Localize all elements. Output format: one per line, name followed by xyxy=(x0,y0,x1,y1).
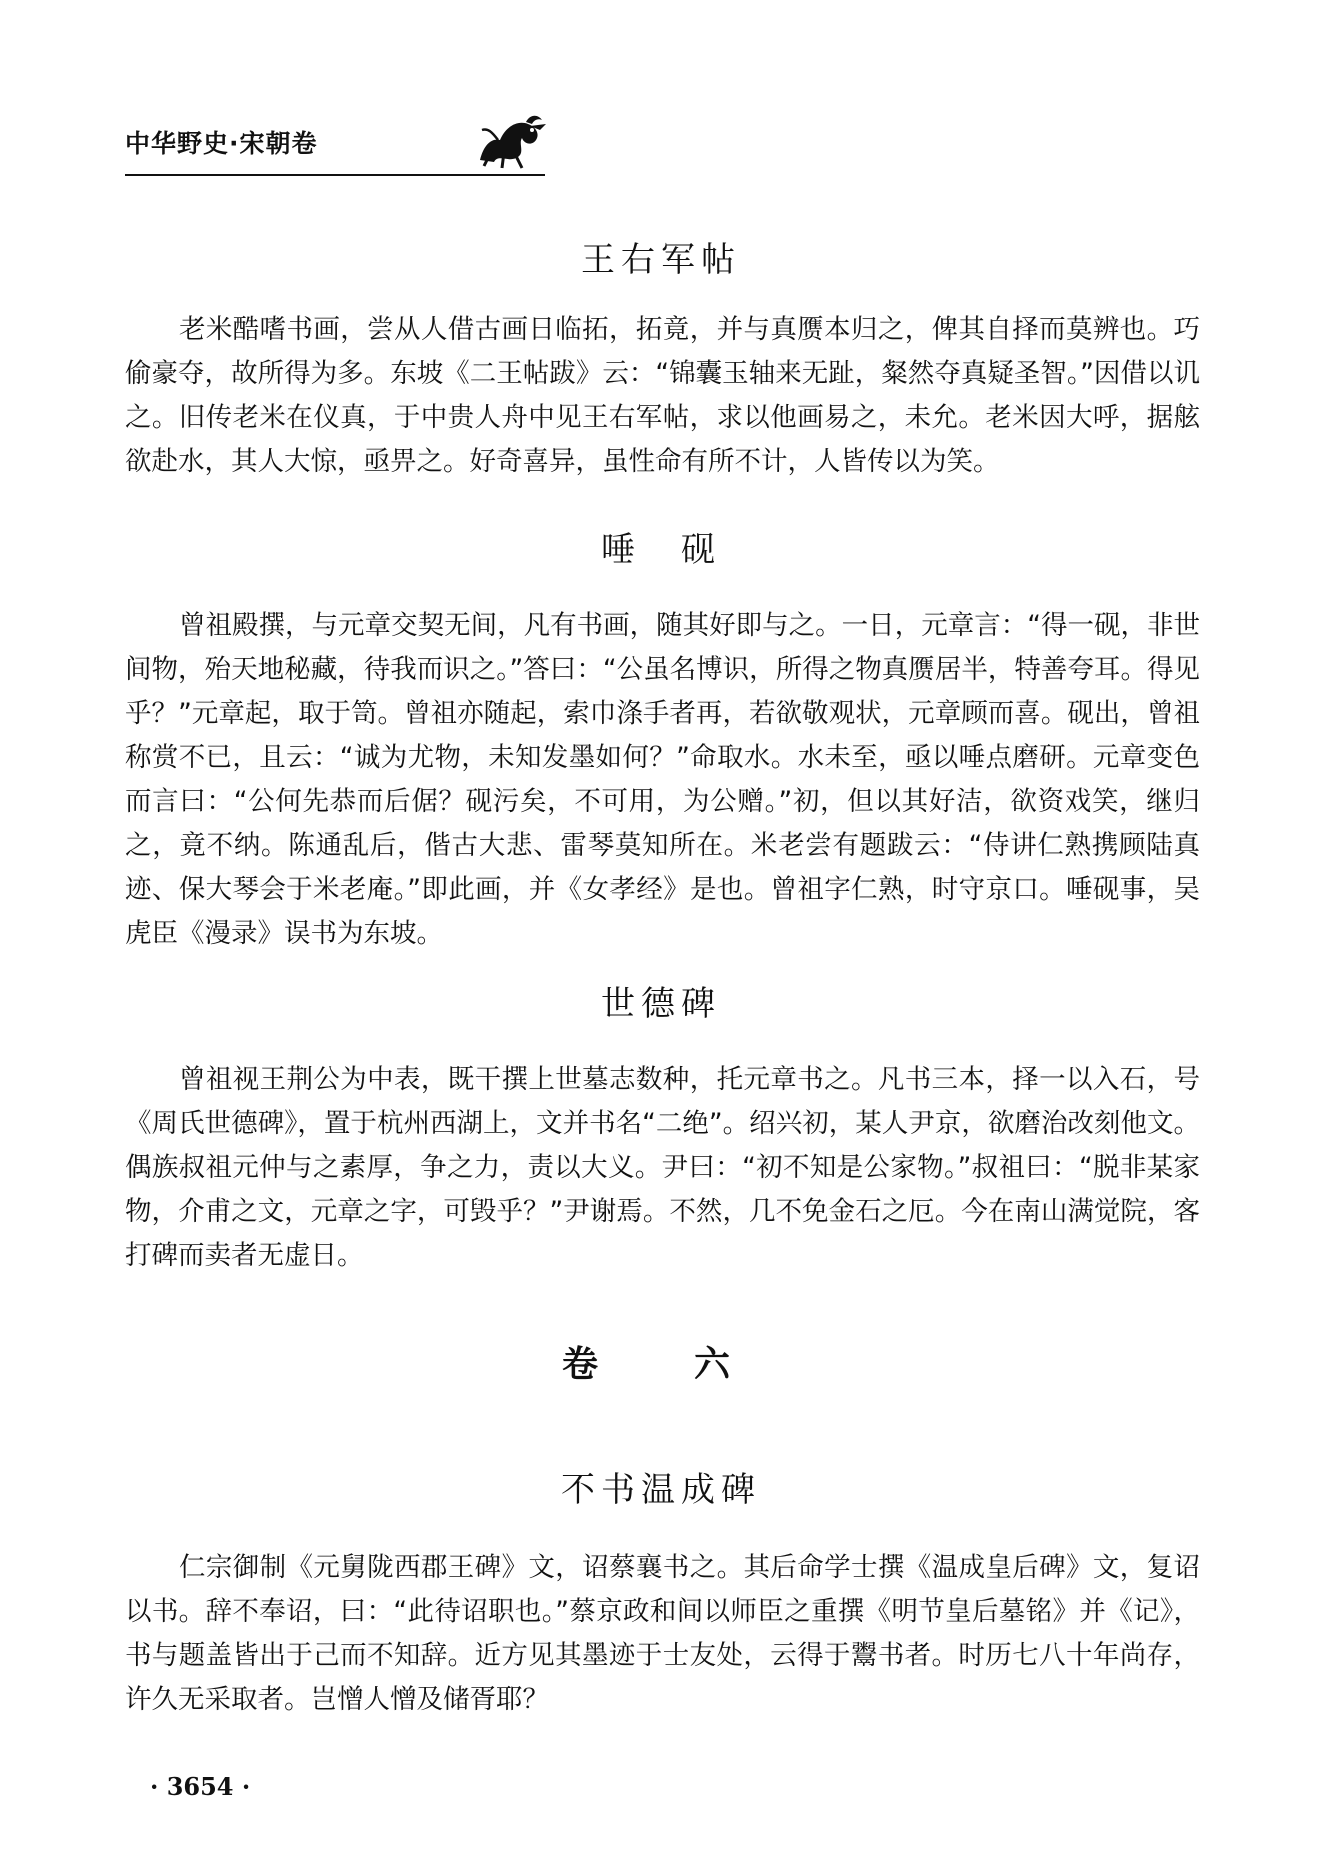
section-paragraph-tuo-yan: 曾祖殿撰，与元章交契无间，凡有书画，随其好即与之。一日，元章言：“得一砚，非世间物，殆天地秘藏，待我而识之。”答曰：“公虽名博识，所得之物真赝居半，特善夸耳。得见乎？”元章起，取于笥。曾祖亦随起，索巾涤手者再，若欲敬观状，元章顾而喜。砚出，曾祖称赏不已，且云：“诚为尤物，未知发墨如何？”命取水。水未至，亟以唾点磨研。元章变色而言曰：“公何先恭而后倨？砚污矣，不可用，为公赠。”初，但以其好洁，欲资戏笑，继归之，竟不纳。陈通乱后，偕古大悲、雷琴莫知所在。米老尝有题跋云：“侍讲仁熟携顾陆真迹、保大琴会于米老庵。”即此画，并《女孝经》是也。曾祖字仁熟，时守京口。唾砚事，吴虎臣《漫录》误书为东坡。 xyxy=(125,610,1200,949)
section-paragraph-wang-youjun: 老米酷嗜书画，尝从人借古画日临拓，拓竟，并与真赝本归之，俾其自择而莫辨也。巧偷豪夺，故所得为多。东坡《二王帖跋》云：“锦囊玉轴来无趾，粲然夺真疑圣智。”因借以讥之。旧传老米在仪真，于中贵人舟中见王右军帖，求以他画易之，未允。老米因大呼，据舷欲赴水，其人大惊，亟畀之。好奇喜异，虽性命有所不计，人皆传以为笑。 xyxy=(125,314,1200,477)
running-header xyxy=(125,118,545,176)
book-title: 中华野史·宋朝卷 xyxy=(125,129,318,158)
volume-heading: 卷 六 xyxy=(561,1344,760,1385)
section-title-tuo-yan: 唾 砚 xyxy=(601,530,721,570)
section-paragraph-shi-de-bei: 曾祖视王荆公为中表，既干撰上世墓志数种，托元章书之。凡书三本，择一以入石，号《周氏世德碑》，置于杭州西湖上，文并书名“二绝”。绍兴初，某人尹京，欲磨治改刻他文。偶族叔祖元仲与之素厚，争之力，责以大义。尹曰：“初不知是公家物。”叔祖曰：“脱非某家物，介甫之文，元章之字，可毁乎？”尹谢焉。不然，几不免金石之厄。今在南山满觉院，客打碑而卖者无虚日。 xyxy=(125,1064,1200,1271)
page-number: · 3654 · xyxy=(150,1772,251,1801)
section-title-wang-youjun: 王右军帖 xyxy=(581,240,741,280)
section-title-bu-shu-wen-cheng-bei: 不书温成碑 xyxy=(561,1470,761,1510)
section-title-shi-de-bei: 世德碑 xyxy=(601,984,721,1024)
dragon-emblem-icon xyxy=(470,110,550,170)
section-paragraph-bu-shu-wen-cheng-bei: 仁宗御制《元舅陇西郡王碑》文，诏蔡襄书之。其后命学士撰《温成皇后碑》文，复诏以书。辞不奉诏，曰：“此待诏职也。”蔡京政和间以师臣之重撰《明节皇后墓铭》并《记》，书与题盖皆出于己而不知辞。近方见其墨迹于士友处，云得于鬻书者。时历七八十年尚存，许久无采取者。岂憎人憎及储胥耶？ xyxy=(125,1552,1200,1715)
